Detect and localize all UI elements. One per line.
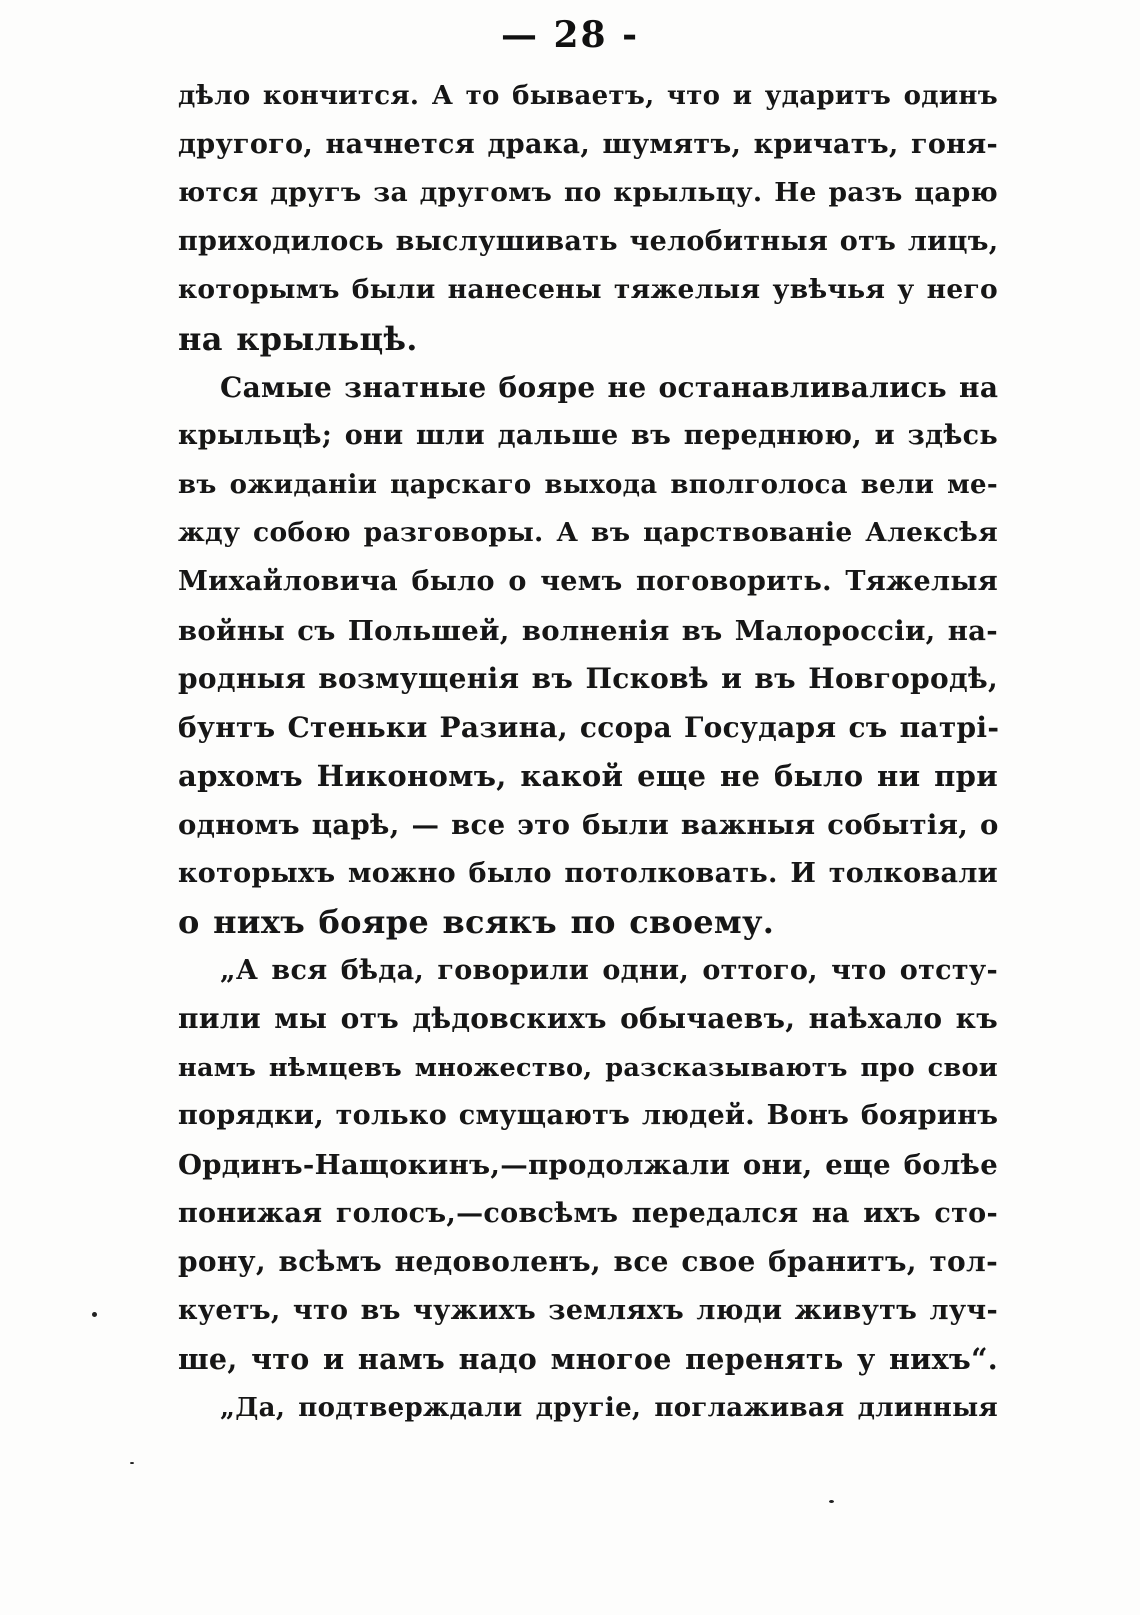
text-line: дѣло кончится. А то бываетъ, что и ударитъ одинъ [178,81,998,111]
text-line: бунтъ Стеньки Разина, ссора Государя съ патрі- [178,710,1000,744]
print-speck [829,1500,834,1503]
text-line: понижая голосъ,—совсѣмъ передался на ихъ сто- [178,1197,998,1229]
print-speck [92,1312,97,1317]
text-line: намъ нѣмцевъ множество, разсказываютъ про свои [178,1052,998,1083]
text-line: въ ожиданіи царскаго выхода вполголоса вели ме- [178,469,998,500]
text-line: куетъ, что въ чужихъ земляхъ люди живутъ луч- [178,1294,998,1326]
paragraph [178,364,998,947]
text-line: войны съ Польшей, волненія въ Малороссіи, на- [178,614,998,647]
body-text [178,72,998,1433]
text-line: жду собою разговоры. А въ царствованіе Алексѣя [178,517,998,549]
paragraph [178,72,998,364]
text-line: ше, что и намъ надо многое перенять у нихъ“. [178,1342,998,1377]
text-line: родныя возмущенія въ Псковѣ и въ Новгородѣ, [178,662,998,696]
text-line: крыльцѣ; они шли дальше въ переднюю, и здѣсь [178,420,998,452]
text-line: о нихъ бояре всякъ по своему. [178,903,775,942]
text-line: приходилось выслушивать челобитныя отъ лицъ, [178,225,999,257]
text-line: которыхъ можно было потолковать. И толковали [178,857,998,889]
text-line: рону, всѣмъ недоволенъ, все свое бранитъ, тол- [178,1245,998,1279]
text-line: которымъ были нанесены тяжелыя увѣчья у него [178,274,998,306]
text-line: Самые знатные бояре не останавливались на [220,370,999,404]
text-line: Ординъ-Нащокинъ,—продолжали они, еще болѣе [178,1149,998,1182]
text-line: Михайловича было о чемъ поговорить. Тяжелыя [178,565,998,597]
text-line: архомъ Никономъ, какой еще не было ни при [178,759,998,794]
text-line: на крыльцѣ. [178,319,418,358]
text-line: „Да, подтверждали другіе, поглаживая длинныя [220,1393,998,1424]
text-line: ются другъ за другомъ по крыльцу. Не разъ царю [178,177,998,209]
text-line: „А вся бѣда, говорили одни, оттого, что отсту- [220,954,998,986]
print-speck [130,1462,134,1464]
paragraph [178,947,998,1384]
text-line: одномъ царѣ, — все это были важныя событія, о [178,808,999,841]
paragraph [178,1384,998,1433]
text-line: другого, начнется драка, шумятъ, кричатъ, гоня- [178,128,998,160]
page-number: — 28 - [500,14,640,56]
text-line: пили мы отъ дѣдовскихъ обычаевъ, наѣхало къ [178,1002,998,1036]
text-line: порядки, только смущаютъ людей. Вонъ бояринъ [178,1100,999,1132]
